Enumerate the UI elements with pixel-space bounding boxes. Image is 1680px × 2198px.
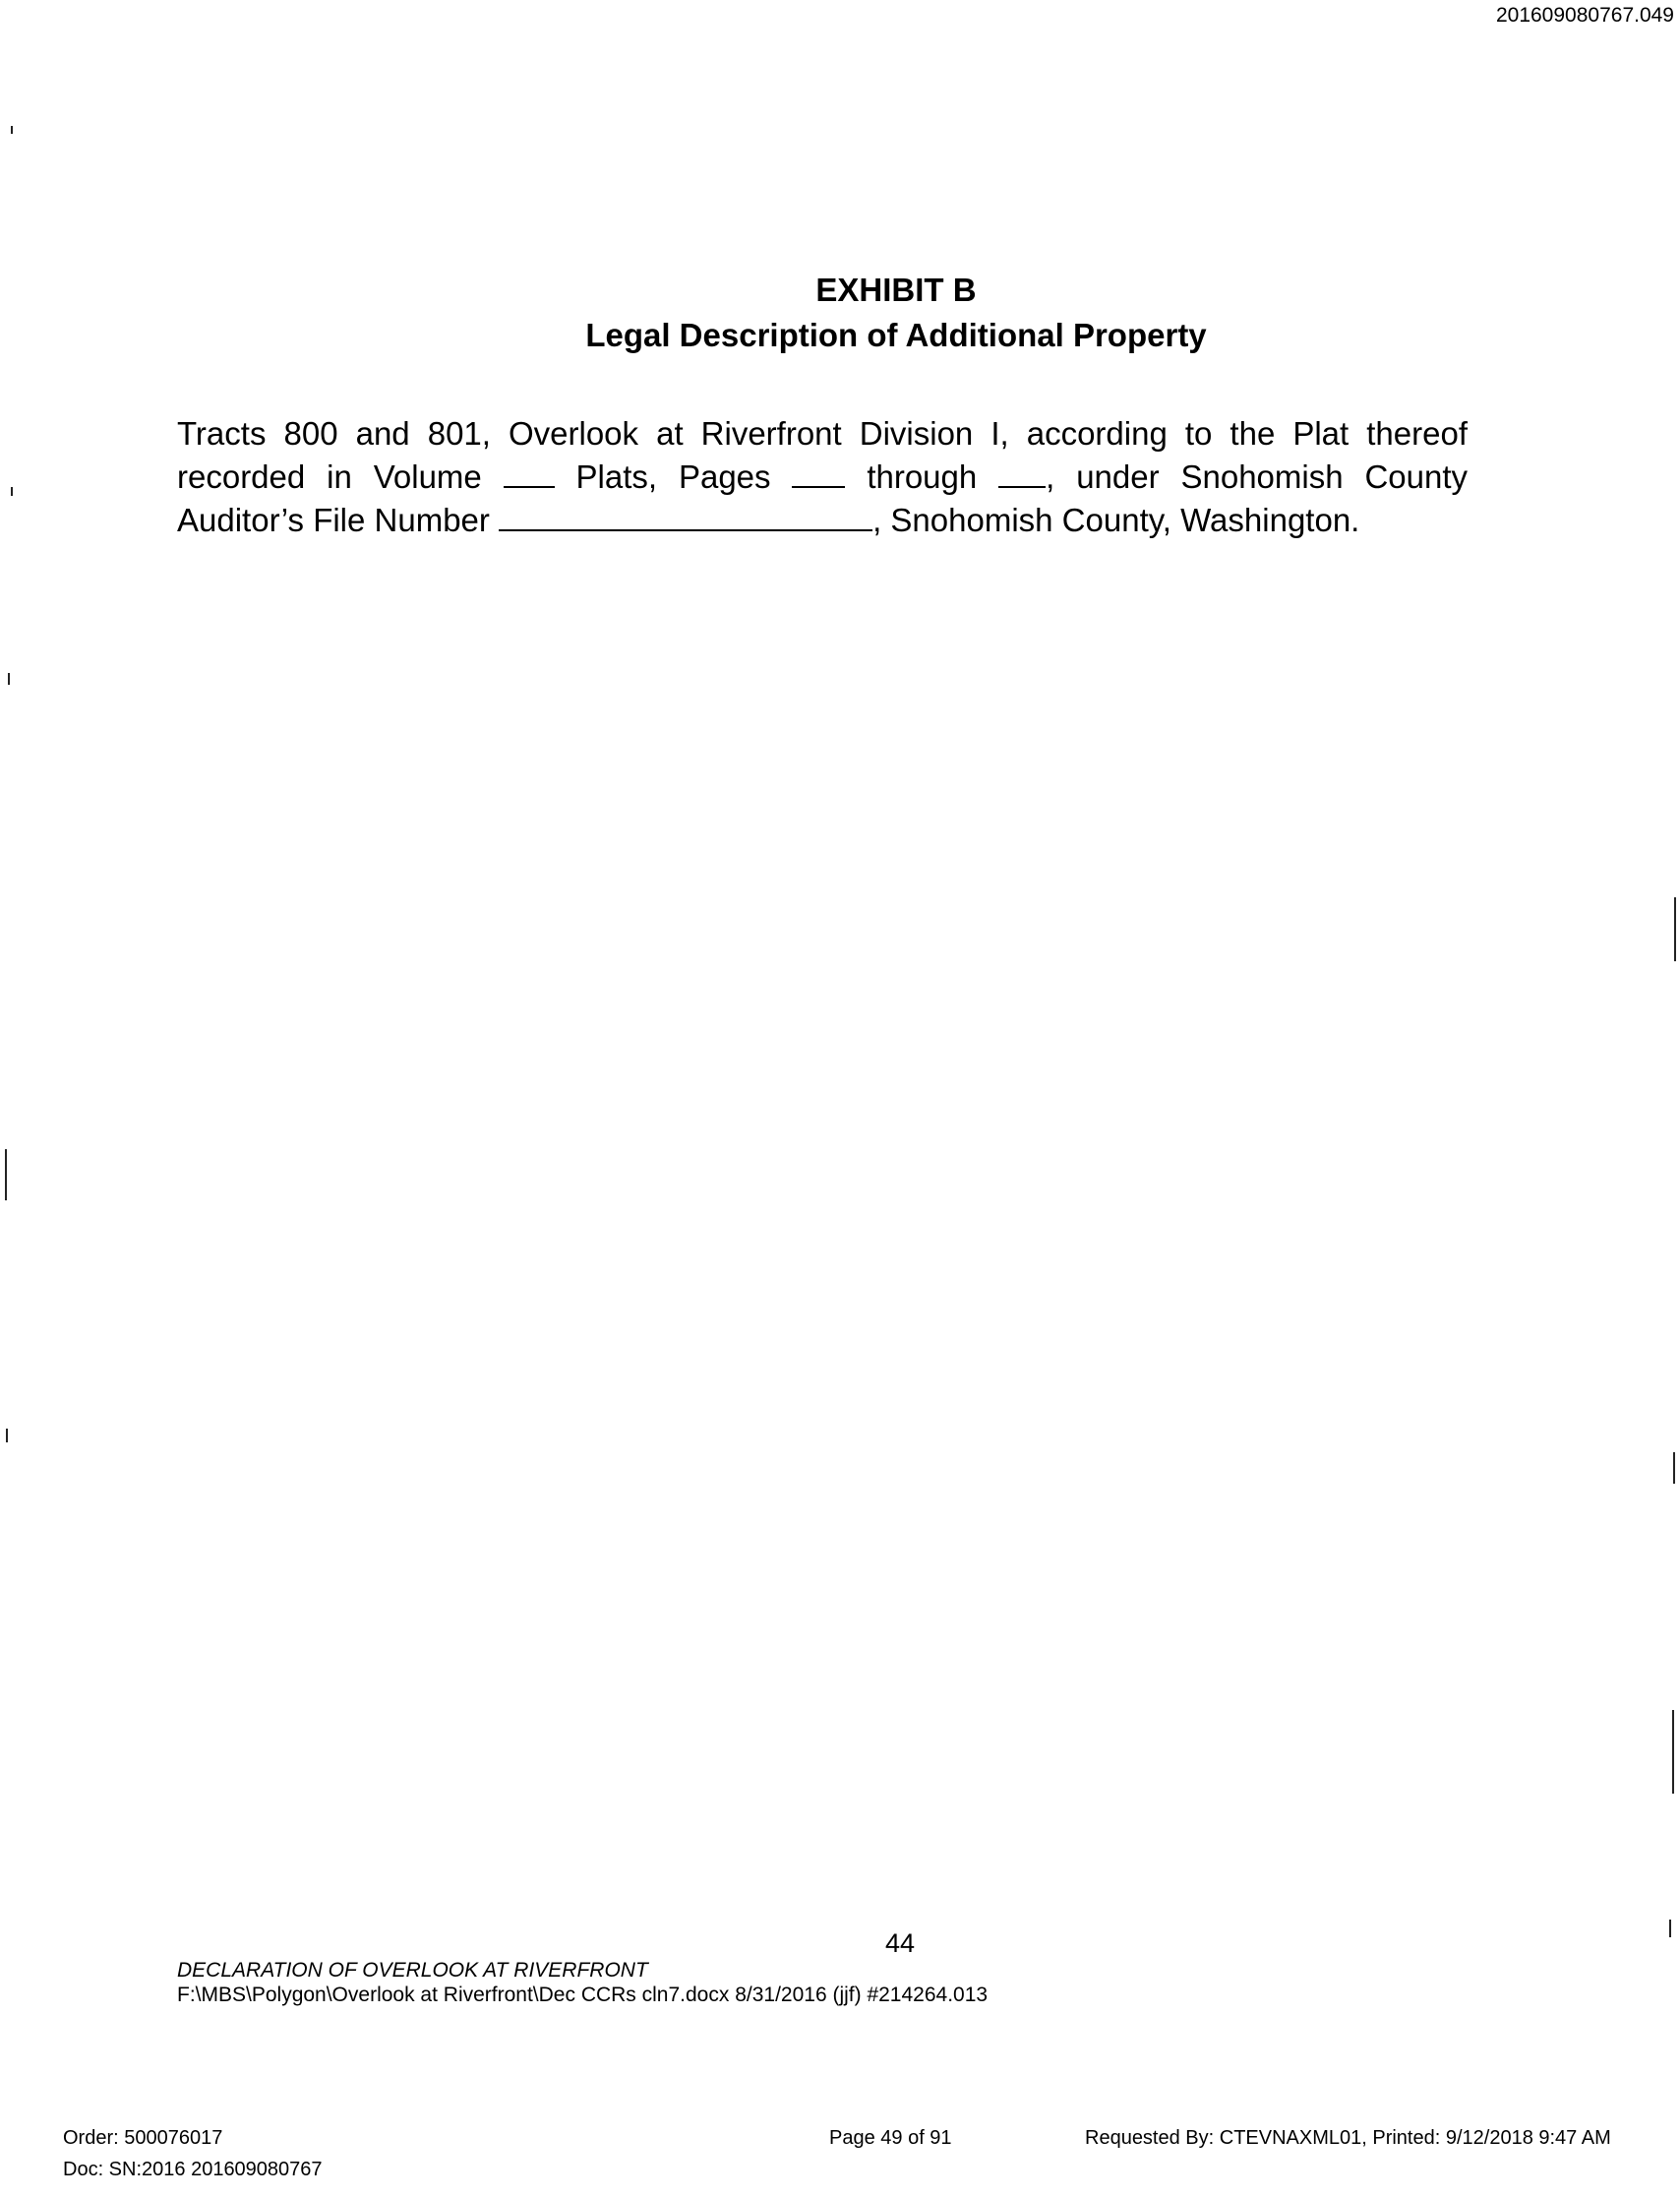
requested-by: Requested By: CTEVNAXML01, Printed: 9/12/2018 9:47 AM: [1085, 2127, 1611, 2149]
scan-mark: [11, 126, 13, 134]
text-segment: Auditor’s File Number: [177, 502, 490, 538]
text-segment: recorded in Volume: [177, 458, 482, 495]
volume-blank: [504, 457, 555, 488]
footer-doc-path: F:\MBS\Polygon\Overlook at Riverfront\Dec CCRs cln7.docx 8/31/2016 (jjf) #214264.013: [177, 1984, 989, 2006]
legal-description-line: [177, 499, 1468, 542]
scan-mark: [8, 673, 10, 685]
doc-number: Doc: SN:2016 201609080767: [63, 2159, 323, 2180]
page-end-blank: [998, 457, 1046, 488]
scan-mark: [5, 1149, 7, 1200]
scan-mark: [1672, 1710, 1674, 1794]
exhibit-subtitle: Legal Description of Additional Property: [585, 317, 1207, 353]
order-number: Order: 500076017: [63, 2127, 223, 2149]
exhibit-title: EXHIBIT B: [815, 272, 977, 308]
scan-mark: [6, 1429, 8, 1442]
text-segment: through: [867, 458, 978, 495]
scan-mark: [1674, 897, 1676, 961]
legal-description: [177, 412, 1468, 542]
scan-mark: [1673, 1452, 1675, 1484]
text-segment: Plats, Pages: [575, 458, 771, 495]
file-number-blank: [499, 500, 872, 531]
page-number: 44: [884, 1928, 916, 1958]
legal-description-line: Tracts 800 and 801, Overlook at Riverfront Division I, according to the Plat thereof: [177, 415, 1468, 452]
text-segment: , under Snohomish County: [1046, 458, 1469, 495]
page-start-blank: [792, 457, 845, 488]
footer-doc-title: DECLARATION OF OVERLOOK AT RIVERFRONT: [177, 1959, 648, 1982]
legal-description-line: [177, 456, 1468, 499]
page-count: Page 49 of 91: [829, 2127, 952, 2149]
recording-number-stamp: 201609080767.049: [1495, 4, 1674, 27]
text-segment: , Snohomish County, Washington.: [872, 502, 1360, 538]
exhibit-heading: [0, 268, 1680, 358]
scan-mark: [11, 487, 13, 496]
